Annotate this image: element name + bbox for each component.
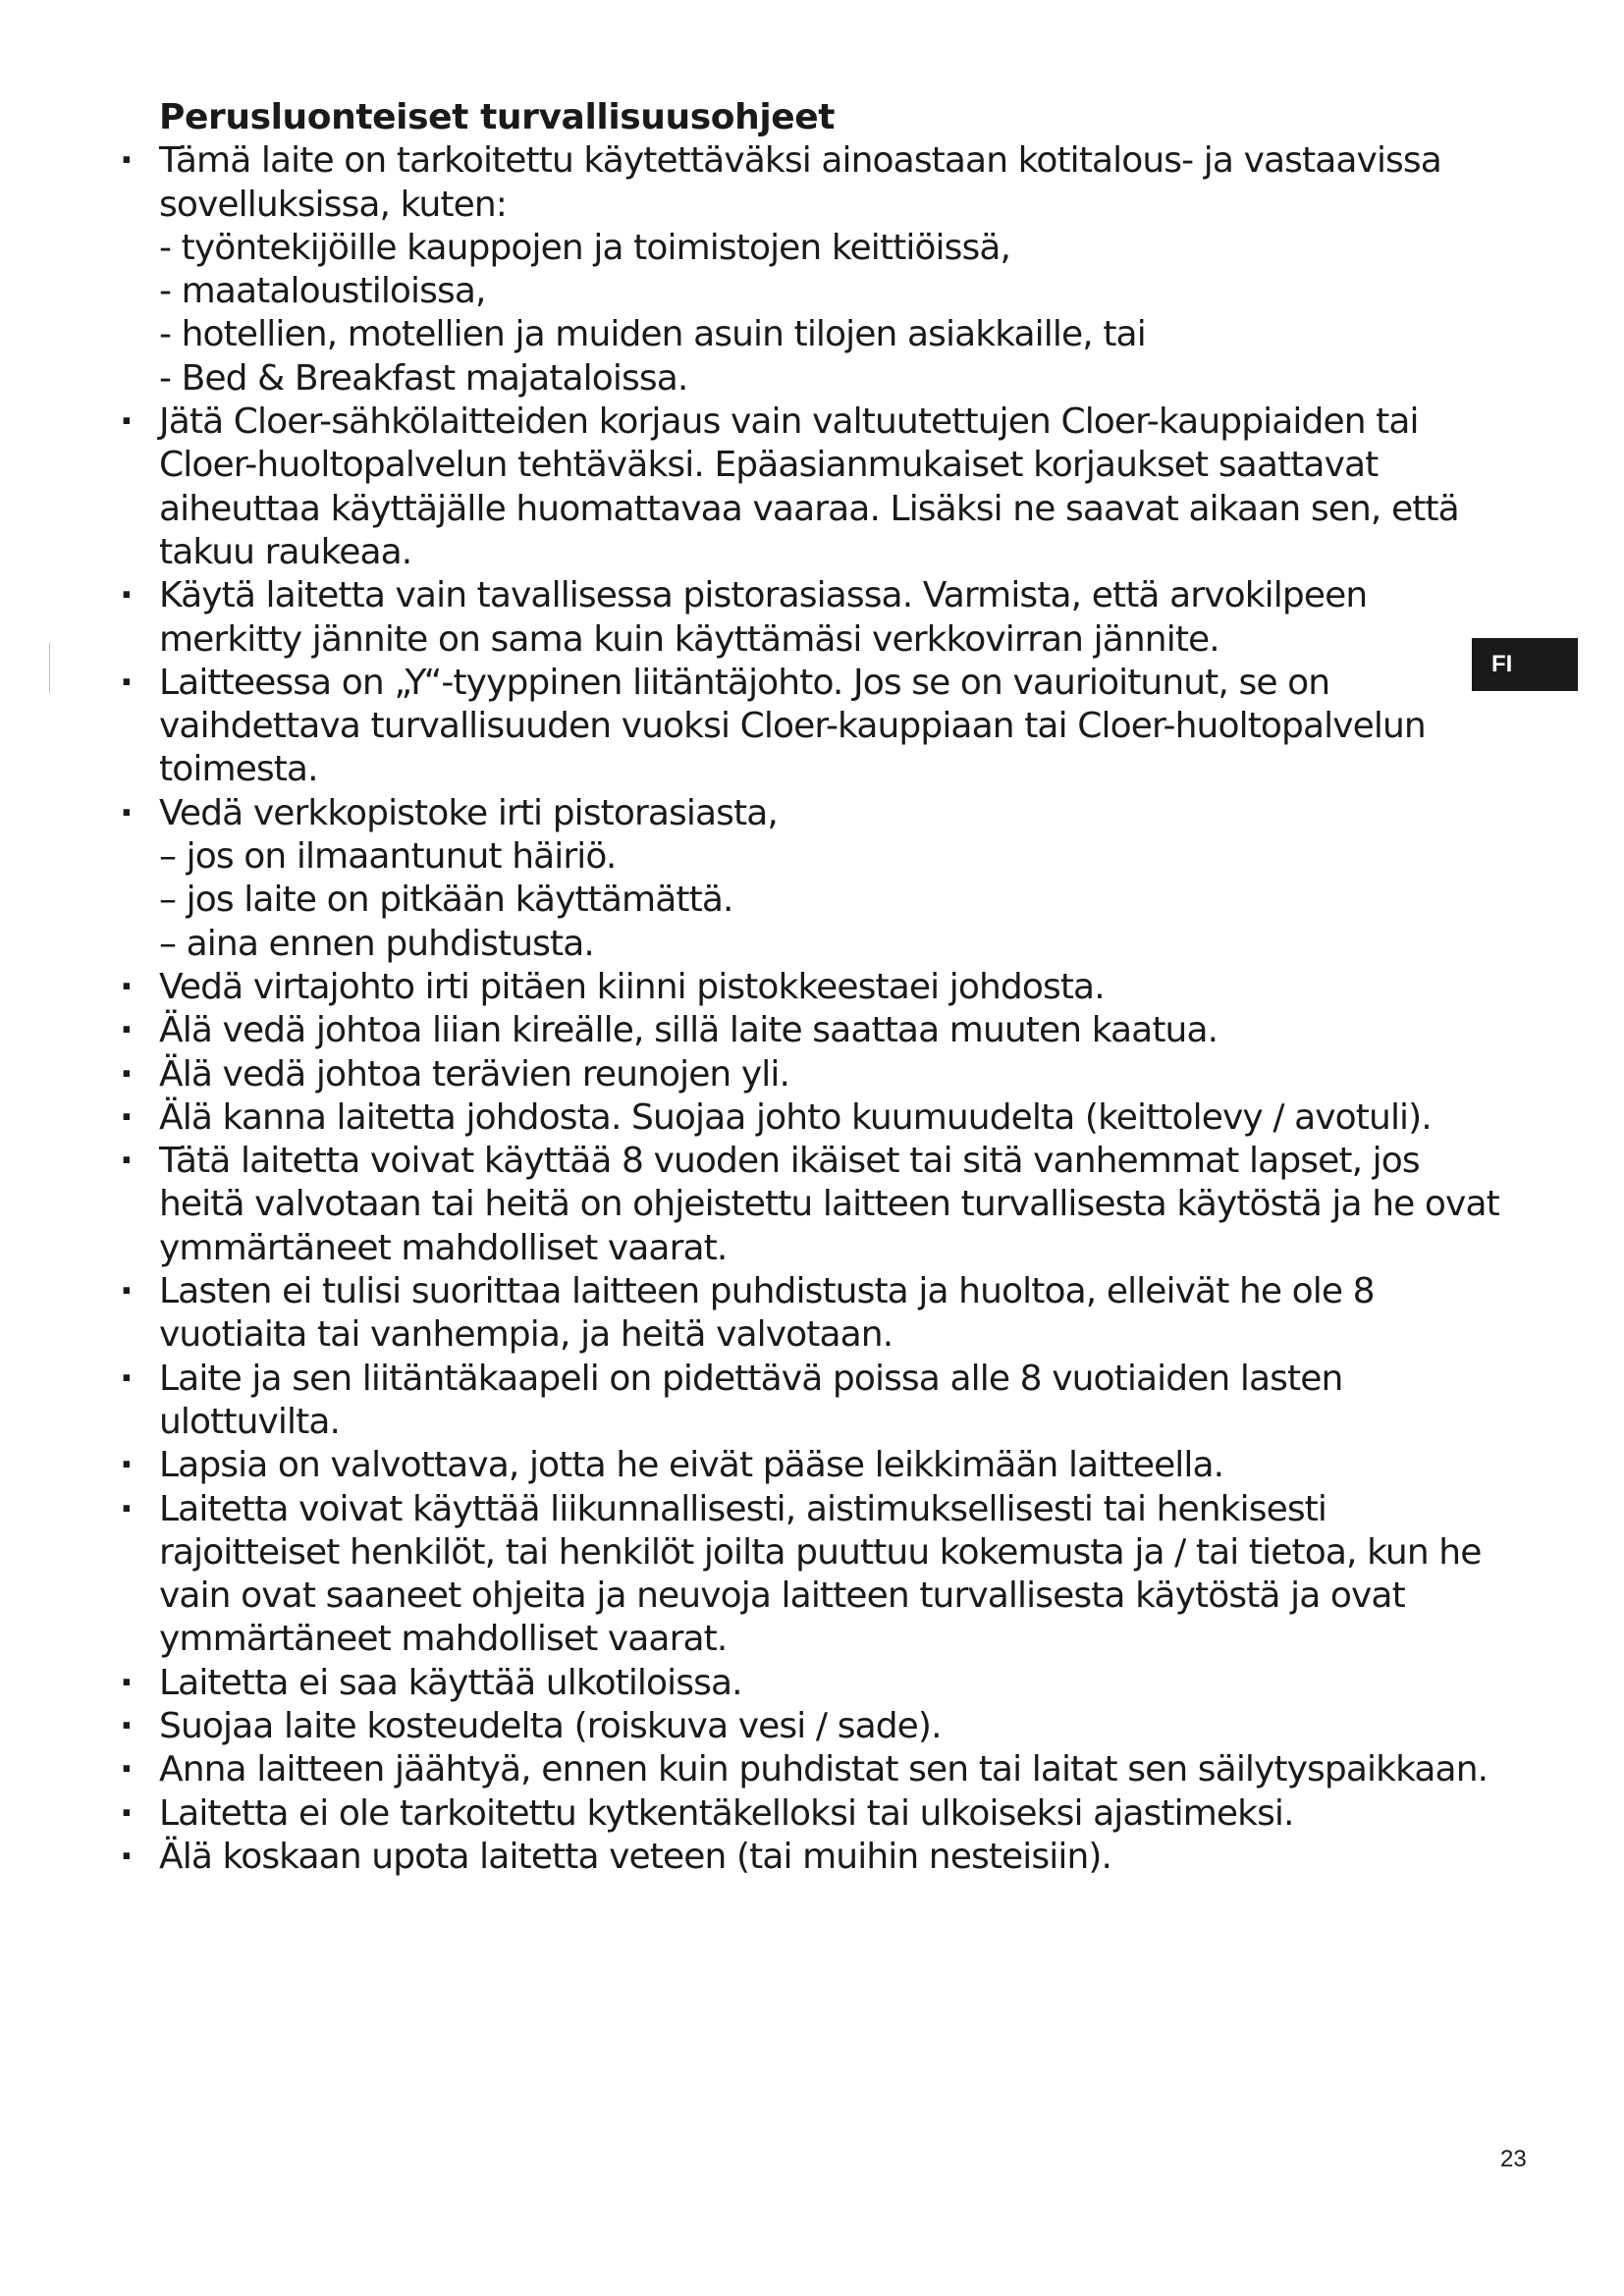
instruction-item (120, 1096, 1514, 1140)
instruction-item (120, 1270, 1514, 1358)
instruction-item (120, 1358, 1514, 1445)
instruction-text: Laitetta ei ole tarkoitettu kytkentäkelloksi tai ulkoiseksi ajastimeksi. (159, 1792, 1294, 1834)
language-tab: FI (1472, 638, 1578, 691)
instruction-item (120, 966, 1514, 1009)
instruction-text: Laite ja sen liitäntäkaapeli on pidettävä poissa alle 8 vuotiaiden lasten ulottuvilta. (159, 1358, 1343, 1442)
page-number: 23 (1500, 2146, 1527, 2172)
instruction-text: Jätä Cloer-sähkölaitteiden korjaus vain valtuutettujen Cloer-kauppiaiden tai Cloer-huoltopalvelun tehtäväksi. Epäasianmukaiset korjaukset saattavat aiheuttaa käyttäjälle huomattavaa vaaraa. Lisäksi ne saavat aikaan sen, että takuu raukeaa. (159, 401, 1459, 572)
instruction-subitem: – jos on ilmaantunut häiriö. (159, 836, 617, 878)
instruction-text: Älä vedä johtoa liian kireälle, sillä laite saattaa muuten kaatua. (159, 1010, 1218, 1051)
instruction-item (120, 1792, 1514, 1836)
safety-instructions-list (120, 139, 1514, 1879)
document-body (120, 96, 1514, 1879)
instruction-text: Laitetta voivat käyttää liikunnallisesti, aistimuksellisesti tai henkisesti rajoitteiset henkilöt, tai henkilöt joilta puuttuu kokemusta ja / tai tietoa, kun he vain ovat saaneet ohjeita ja neuvoja laitteen turvallisesta käytöstä ja ovat ymmärtäneet mahdolliset vaarat. (159, 1488, 1482, 1660)
instruction-item (120, 1444, 1514, 1487)
instruction-subitem: – jos laite on pitkään käyttämättä. (159, 880, 733, 921)
instruction-item (120, 792, 1514, 966)
instruction-subitem: – aina ennen puhdistusta. (159, 923, 594, 964)
instruction-text: Lasten ei tulisi suorittaa laitteen puhdistusta ja huoltoa, elleivät he ole 8 vuotiaita tai vanhempia, ja heitä valvotaan. (159, 1271, 1375, 1356)
instruction-item (120, 139, 1514, 400)
instruction-subitem: - maataloustiloissa, (159, 271, 486, 312)
instruction-text: Älä koskaan upota laitetta veteen (tai muihin nesteisiin). (159, 1836, 1112, 1877)
instruction-item (120, 662, 1514, 792)
instruction-subitem: - Bed & Breakfast majataloissa. (159, 357, 688, 399)
instruction-text: Vedä verkkopistoke irti pistorasiasta, (159, 792, 778, 833)
instruction-text: Vedä virtajohto irti pitäen kiinni pistokkeestaei johdosta. (159, 966, 1105, 1007)
instruction-item (120, 1009, 1514, 1052)
instruction-item (120, 1662, 1514, 1705)
section-heading: Perusluonteiset turvallisuusohjeet (159, 97, 836, 137)
instruction-subitem: - työntekijöille kauppojen ja toimistojen keittiöissä, (159, 227, 1011, 268)
margin-mark (49, 643, 50, 693)
instruction-item (120, 1140, 1514, 1270)
instruction-text: Älä vedä johtoa terävien reunojen yli. (159, 1053, 790, 1095)
instruction-text: Älä kanna laitetta johdosta. Suojaa johto kuumuudelta (keittolevy / avotuli). (159, 1096, 1432, 1138)
instruction-text: Laitteessa on „Y“-tyyppinen liitäntäjohto. Jos se on vaurioitunut, se on vaihdettava turvallisuuden vuoksi Cloer-kauppiaan tai Cloer-huoltopalvelun toimesta. (159, 662, 1426, 790)
instruction-text: Laitetta ei saa käyttää ulkotiloissa. (159, 1662, 742, 1703)
instruction-text: Tämä laite on tarkoitettu käytettäväksi ainoastaan kotitalous- ja vastaavissa sovelluksissa, kuten: (159, 140, 1441, 225)
instruction-item (120, 400, 1514, 574)
instruction-text: Anna laitteen jäähtyä, ennen kuin puhdistat sen tai laitat sen säilytyspaikkaan. (159, 1749, 1489, 1790)
instruction-item (120, 1053, 1514, 1096)
instruction-item (120, 1836, 1514, 1879)
instruction-item (120, 1488, 1514, 1662)
instruction-text: Tätä laitetta voivat käyttää 8 vuoden ikäiset tai sitä vanhemmat lapset, jos heitä valvotaan tai heitä on ohjeistettu laitteen turvallisesta käytöstä ja he ovat ymmärtäneet mahdolliset vaarat. (159, 1141, 1499, 1268)
instruction-text: Käytä laitetta vain tavallisessa pistorasiassa. Varmista, että arvokilpeen merkitty jännite on sama kuin käyttämäsi verkkovirran jännite. (159, 575, 1368, 660)
instruction-text: Suojaa laite kosteudelta (roiskuva vesi / sade). (159, 1705, 942, 1746)
instruction-subitem: - hotellien, motellien ja muiden asuin tilojen asiakkaille, tai (159, 314, 1146, 355)
instruction-item (120, 574, 1514, 662)
instruction-text: Lapsia on valvottava, jotta he eivät pääse leikkimään laitteella. (159, 1445, 1224, 1486)
instruction-item (120, 1748, 1514, 1791)
instruction-item (120, 1705, 1514, 1748)
